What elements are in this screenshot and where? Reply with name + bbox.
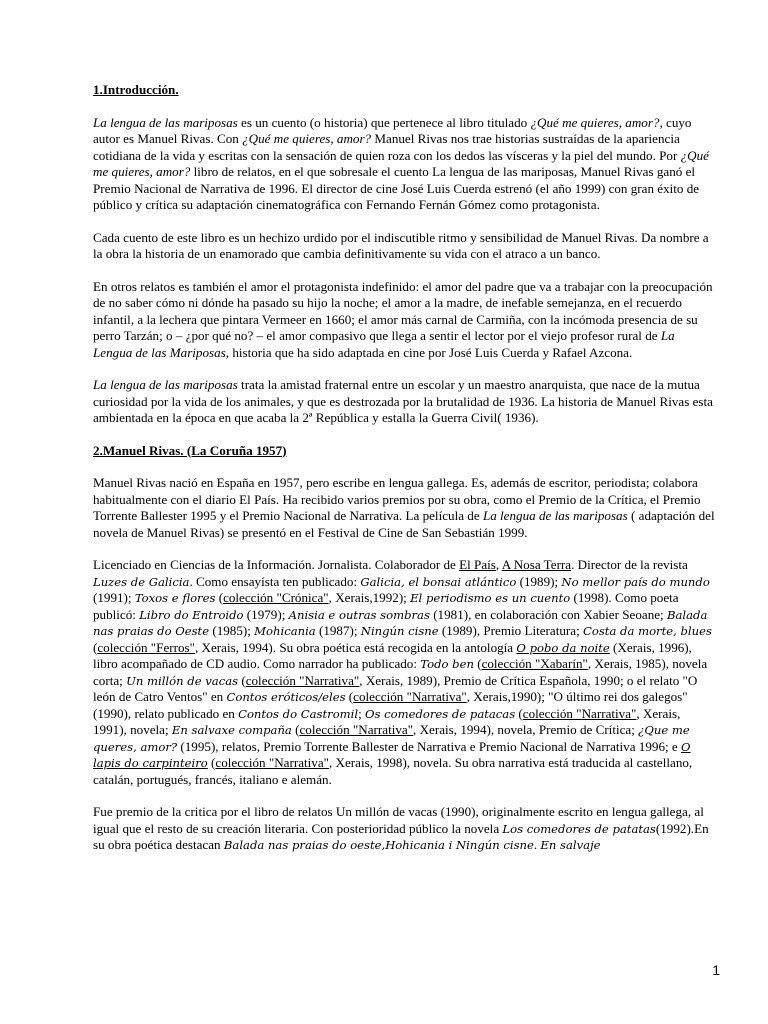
text-run: Manuel Rivas nos trae historias sustraídas de la apariencia cotidiana de la vida y escritas con la sensación de quien roza con los dedos las vísceras y la piel del mundo. Por bbox=[93, 131, 681, 163]
text-run: (1985); bbox=[209, 623, 255, 638]
text-run: (1998). Como poeta publicó: bbox=[93, 590, 679, 622]
text-run: , Xerais, 1998), novela. Su obra narrativa está traducida al castellano, catalán, portugués, francés, italiano e alemán. bbox=[93, 755, 693, 787]
heading-introduccion: 1.Introducción. bbox=[93, 82, 179, 97]
work-title: El periodismo es un cuento bbox=[410, 591, 571, 605]
text-run: (1991); bbox=[93, 590, 135, 605]
work-title: Ningún cisne bbox=[360, 624, 439, 638]
work-title: Toxos e flores bbox=[134, 591, 216, 605]
work-title: Os comedores de patacas bbox=[365, 706, 516, 721]
text-run: trata la amistad fraternal entre un escolar y un maestro anarquista, que nace de la mutua curiosidad por la vida de los animales, y que es destrozada por la brutalidad de 1936. La historia de Manuel Rivas esta ambientada en la época en que acaba la 2ª República y estalla la Guerra Civil( 1936). bbox=[93, 377, 713, 425]
text-run: (Xerais, 1996), libro acompañado de CD audio. Como narrador ha publicado: bbox=[93, 639, 692, 671]
text-run: (1989); bbox=[516, 573, 562, 589]
underlined-reference: colección "Narrativa" bbox=[522, 705, 637, 721]
work-title: Luzes de Galicia bbox=[93, 574, 190, 589]
italic-title: La lengua de las mariposas bbox=[93, 377, 238, 392]
text-run: , Xerais, 1991), novela; bbox=[93, 705, 681, 737]
text-run: ( bbox=[238, 672, 246, 688]
underlined-reference: colección "Narrativa" bbox=[299, 722, 414, 737]
work-title: Contos do Castromil bbox=[238, 706, 359, 721]
underlined-work-title: O lapis do carpinteiro bbox=[93, 739, 691, 770]
underlined-reference: colección "Narrativa" bbox=[215, 755, 329, 770]
text-run: libro de relatos, en el que sobresale el cuento La lengua de las mariposas, Manuel Rivas ganó el Premio Nacional de Narrativa de 1996. El director de cine José Luis Cuerda estrenó (el año 1999) con gran éxito de público y crítica su adaptación cinematográfica con Fernando Fernán Gómez como protagonista. bbox=[93, 164, 700, 212]
work-title: Libro do Entroido bbox=[139, 607, 244, 622]
intro-paragraph-4 bbox=[93, 377, 717, 427]
text-run: . bbox=[533, 837, 541, 852]
text-run: , Xerais, 1985), novela corta; bbox=[93, 656, 708, 688]
underlined-reference: colección "Crónica" bbox=[223, 590, 329, 605]
text-run: ( bbox=[291, 722, 300, 737]
text-run: (1995), relatos, Premio Torrente Ballester de Narrativa e Premio Nacional de Narrativa 1996; e bbox=[177, 738, 681, 754]
underlined-reference: colección "Ferros" bbox=[97, 639, 195, 655]
text-run: (1987); bbox=[315, 623, 361, 638]
heading-manuel-rivas: 2.Manuel Rivas. (La Coruña 1957) bbox=[93, 442, 287, 458]
work-title: Contos eróticos/eles bbox=[226, 690, 346, 704]
underlined-reference: colección "Narrativa" bbox=[353, 689, 467, 704]
text-run: (1979); bbox=[243, 606, 289, 622]
text-run: , Xerais, 1989), Premio de Crítica Española, 1990; o el relato "O león de Catro Ventos" en bbox=[93, 672, 698, 704]
text-run: ( bbox=[215, 590, 224, 605]
underlined-reference: colección "Xabarín" bbox=[481, 656, 588, 671]
text-run: ; bbox=[358, 705, 366, 721]
text-run: es un cuento (o historia) que pertenece al libro titulado bbox=[237, 114, 531, 130]
text-run: En otros relatos es también el amor el protagonista indefinido: el amor del padre que va a trabajar con la preocupación de no saber cómo ni dónde ha pasado su hijo la noche; el amor a la madre, de inefable semejanza, en el recuerdo infantil, a la lechera que pintara Vermeer en 1660; el amor más carnal de Carmiña, con la incómoda presencia de su perro Tarzán; o – ¿por qué no? – el amor compasivo que llega a sentir el lector por el viejo profesor rural de bbox=[93, 278, 713, 343]
intro-paragraph-3 bbox=[93, 279, 717, 362]
text-run: , Xerais, 1994), novela, Premio de Crítica; bbox=[413, 722, 639, 737]
text-run: , historia que ha sido adaptada en cine por José Luis Cuerda y Rafael Azcona. bbox=[225, 344, 633, 360]
italic-title: La lengua de las mariposas bbox=[482, 508, 628, 523]
text-run: ( adaptación del novela de Manuel Rivas) se presentó en el Festival de Cine de San Sebastián 1999. bbox=[93, 508, 715, 540]
text-run: Fue premio de la critica por el libro de relatos Un millón de vacas (1990), originalmente escrito en lengua gallega, al igual que el resto de su creación literaria. Con posterioridad público la novela bbox=[93, 804, 704, 836]
intro-paragraph-1 bbox=[93, 115, 717, 214]
text-run: , bbox=[495, 557, 502, 572]
italic-title: La Lengua de las Mariposas bbox=[93, 328, 675, 360]
text-run: ( bbox=[93, 639, 98, 655]
text-run: , Xerais, 1994). Su obra poética está recogida en la antología bbox=[194, 639, 517, 655]
intro-paragraph-2 bbox=[93, 230, 717, 263]
text-run: ( bbox=[345, 689, 354, 704]
text-run: . Director de la revista bbox=[571, 557, 688, 572]
text-run: (1981), en colaboración con Xabier Seoane; bbox=[429, 606, 667, 622]
document-body bbox=[93, 82, 717, 870]
underlined-reference: El País bbox=[459, 557, 496, 572]
text-run: Cada cuento de este libro es un hechizo urdido por el indiscutible ritmo y sensibilidad de Manuel Rivas. Da nombre a la obra la historia de un enamorado que cambia definitivamente su vida con el atraco a un banco. bbox=[93, 229, 709, 261]
work-title: Los comedores de patatas bbox=[502, 821, 656, 836]
text-run: Licenciado en Ciencias de la Información. Jornalista. Colaborador de bbox=[93, 557, 460, 572]
italic-title: ¿Qué me quieres, amor? bbox=[530, 114, 660, 130]
text-run: ( bbox=[473, 656, 482, 671]
underlined-work-title: O pobo da noite bbox=[516, 640, 610, 655]
work-title: En salvaje bbox=[540, 838, 601, 852]
italic-title: La lengua de las mariposas bbox=[93, 114, 238, 130]
bio-paragraph-2 bbox=[93, 557, 717, 788]
text-run: , cuyo autor es Manuel Rivas. Con bbox=[93, 114, 692, 146]
work-title: Mohicania bbox=[254, 624, 316, 638]
bio-paragraph-1 bbox=[93, 475, 717, 541]
text-run: ( bbox=[207, 755, 216, 770]
text-run: Manuel Rivas nació en España en 1957, pero escribe en lengua gallega. Es, además de escritor, periodista; colabora habitualmente con el diario El País. Ha recibido varios premios por su obra, como el Premio de la Crítica, el Premio Torrente Ballester 1995 y el Premio Nacional de Narrativa. La película de bbox=[93, 475, 701, 523]
text-run: ( bbox=[515, 705, 523, 721]
work-title: Balada nas praias do Oeste bbox=[93, 607, 708, 638]
underlined-reference: colección "Narrativa" bbox=[245, 672, 360, 688]
text-run: (1992).En su obra poética destacan bbox=[93, 820, 709, 852]
text-run: , Xerais,1990); "O último rei dos galegos" (1990), relato publicado en bbox=[93, 689, 688, 721]
work-title: En salvaxe compaña bbox=[171, 723, 292, 737]
page-number: 1 bbox=[712, 962, 720, 978]
bio-paragraph-3 bbox=[93, 804, 717, 854]
work-title: Anisia e outras sombras bbox=[288, 607, 430, 622]
text-run: , Xerais,1992); bbox=[328, 590, 411, 605]
text-run: . Como ensayísta ten publicado: bbox=[189, 573, 361, 589]
italic-title: ¿Qué me quieres, amor? bbox=[242, 131, 372, 146]
work-title: Todo ben bbox=[420, 657, 474, 671]
work-title: Galicia, el bonsai atlántico bbox=[360, 574, 517, 589]
work-title: Costa da morte, blues bbox=[583, 624, 712, 638]
work-title: No mellor país do mundo bbox=[561, 574, 710, 589]
work-title: Un millón de vacas bbox=[126, 673, 239, 688]
italic-title: ¿Qué me quieres, amor? bbox=[93, 147, 709, 179]
work-title: ¿Que me queres, amor? bbox=[93, 723, 690, 754]
text-run: (1989), Premio Literatura; bbox=[438, 623, 583, 638]
work-title: Balada nas praias do oeste,Hohicania i Ningún cisne bbox=[223, 838, 534, 852]
underlined-reference: A Nosa Terra bbox=[501, 557, 572, 572]
